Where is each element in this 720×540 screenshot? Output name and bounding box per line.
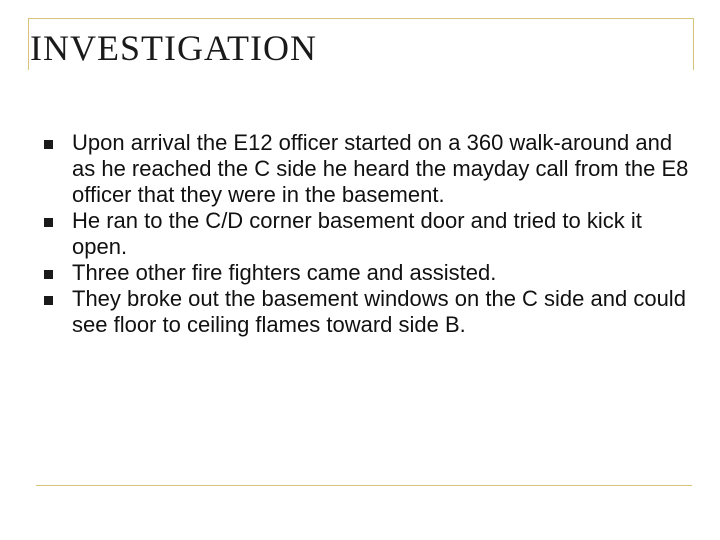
bullet-text: Three other fire fighters came and assisted.: [72, 260, 497, 285]
slide-title: INVESTIGATION: [30, 28, 317, 68]
bullet-item: [40, 260, 690, 286]
bullet-text: He ran to the C/D corner basement door and tried to kick it open.: [72, 208, 642, 259]
bullet-text: Upon arrival the E12 officer started on a 360 walk-around and as he reached the C side he heard the mayday call from the E8 officer that they were in the basement.: [72, 130, 689, 207]
square-bullet-icon: [44, 218, 53, 227]
square-bullet-icon: [44, 270, 53, 279]
square-bullet-icon: [44, 296, 53, 305]
bullet-item: [40, 208, 690, 260]
bullet-item: [40, 286, 690, 338]
bullet-text: They broke out the basement windows on the C side and could see floor to ceiling flames toward side B.: [72, 286, 686, 337]
frame-line-left: [28, 18, 29, 70]
bullet-list: [40, 130, 690, 338]
square-bullet-icon: [44, 140, 53, 149]
frame-line-right: [693, 18, 694, 70]
frame-line-bottom: [36, 485, 692, 486]
bullet-item: [40, 130, 690, 208]
frame-line-top: [28, 18, 694, 19]
